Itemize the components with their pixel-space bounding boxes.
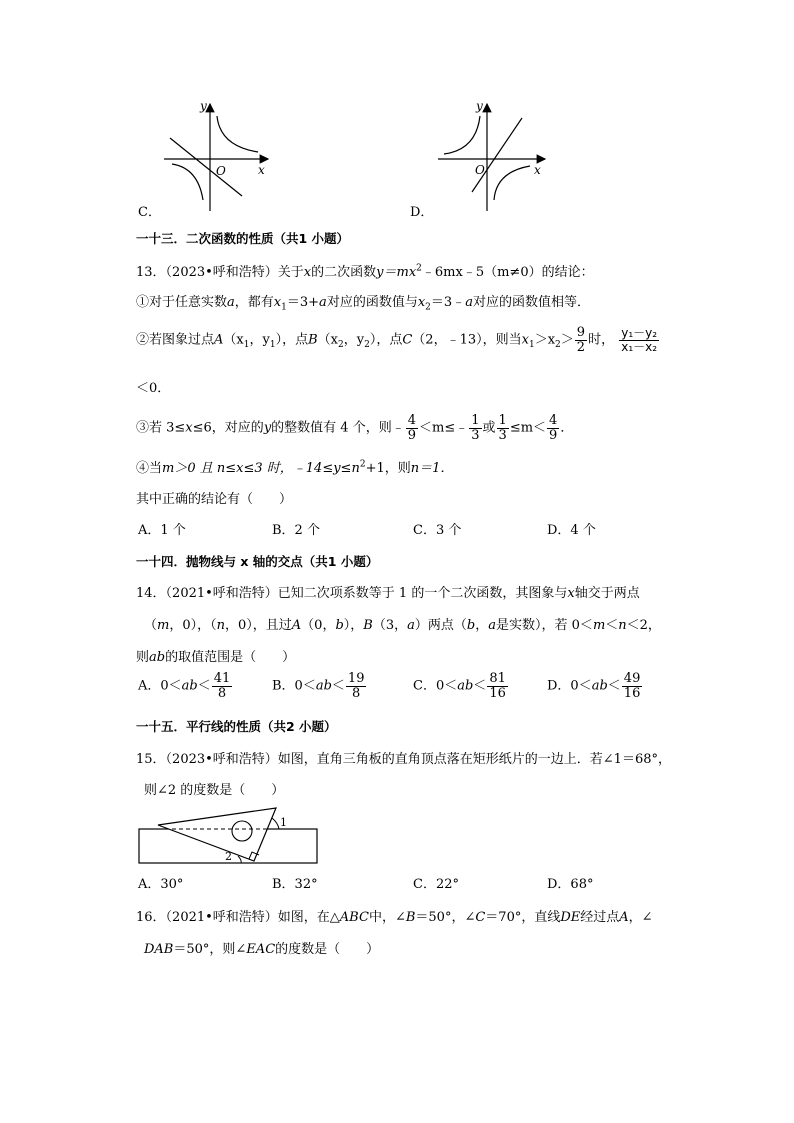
q13-statement-4: ④当m＞0 且 n≤x≤3 时，$﹣14\le y\le n^2+1$，则n＝1． [136, 459, 454, 476]
q13-statement-3: ③若 3≤x≤6，对应的y的整数值有 4 个，则﹣ $\frac{4}{9}$ ＜m≤﹣ $\frac{1}{3}$ 或 $\frac{1}{3}$ ≤m＜ $\frac{4}{9}$ ． [136, 413, 574, 443]
graph-d [430, 96, 560, 216]
q16-line-2: DAB＝50°，则∠EAC的度数是（ ） [144, 942, 380, 957]
y-label: y [200, 99, 207, 113]
fraction-1-3: $\frac{1}{3}$ [471, 413, 480, 443]
y-label: y [476, 99, 483, 113]
straight-line [472, 118, 522, 192]
section-15-heading: 一十五．平行线的性质（共2 小题） [136, 719, 337, 734]
angle-2-arc [238, 856, 241, 863]
triangle-ruler [158, 808, 276, 861]
q13-option-d[interactable]: D．4 个 [547, 523, 596, 538]
q14-option-a[interactable]: A．0＜ab＜ $\frac{41}{8}$ [138, 671, 231, 701]
graph-c-label: C． [138, 205, 161, 220]
q14-option-b[interactable]: B．0＜ab＜ $\frac{19}{8}$ [272, 671, 365, 701]
origin-label: O [475, 163, 485, 177]
q15-option-c[interactable]: C．22° [413, 877, 459, 892]
hyperbola-branch-2 [494, 166, 530, 200]
angle-2-label: 2 [225, 850, 232, 863]
x-label: x [258, 163, 265, 177]
x-label: x [534, 163, 541, 177]
graph-c [150, 96, 280, 216]
q15-figure [136, 798, 322, 868]
q14-line-2: （m，0），（n，0），且过A（0，b），B（3，a）两点（b，a是实数），若 0＜m＜n＜2， [144, 618, 661, 633]
graph-d-label: D． [410, 205, 434, 220]
origin-label: O [216, 164, 226, 178]
q15-line-2: 则∠2 的度数是（ ） [144, 783, 285, 798]
q15-option-a[interactable]: A．30° [138, 877, 184, 892]
fraction-slope: $\frac{\text{y₁－y₂}}{\text{x₁－x₂}}$ [621, 326, 658, 354]
q14-line-3: 则ab的取值范围是（ ） [136, 650, 296, 665]
angle-1-label: 1 [280, 816, 287, 829]
angle-1-arc [272, 818, 279, 829]
section-13-heading: 一十三．二次函数的性质（共1 小题） [136, 231, 350, 246]
q13-stem: 13．（2023•呼和浩特）关于x的二次函数$y=mx^2﹣6mx﹣5(m\ne 0)$的结论： [136, 263, 594, 280]
hyperbola-branch-1 [217, 116, 258, 152]
q13-option-b[interactable]: B．2 个 [272, 523, 320, 538]
q13-statement-1: ①对于任意实数a，都有$x_1=3+a$对应的函数值与$x_2=3﹣a$对应的函数值相等． [136, 295, 590, 313]
q13-statement-2-end: ＜0． [136, 381, 171, 396]
fraction-9-2: $\frac{9}{2}$ [576, 325, 586, 355]
section-14-heading: 一十四．抛物线与 x 轴的交点（共1 小题） [136, 554, 379, 569]
fraction-4-9: $\frac{4}{9}$ [549, 413, 558, 443]
q13-prompt: 其中正确的结论有（ ） [136, 492, 293, 507]
hyperbola-branch-1 [444, 116, 480, 154]
q14-option-d[interactable]: D．0＜ab＜ $\frac{49}{16}$ [547, 671, 641, 701]
q15-line-1: 15．（2023•呼和浩特）如图，直角三角板的直角顶点落在矩形纸片的一边上．若∠1＝68°， [136, 752, 671, 767]
hyperbola-branch-2 [172, 164, 203, 200]
q13-option-c[interactable]: C．3 个 [413, 523, 462, 538]
fraction-1-3: $\frac{1}{3}$ [498, 413, 507, 443]
q14-line-1: 14．（2021•呼和浩特）已知二次项系数等于 1 的一个二次函数，其图象与x轴交于两点 [136, 586, 640, 601]
q15-option-d[interactable]: D．68° [547, 877, 594, 892]
q13-statement-2: ②若图象过点$A(x_1$，$y_1$），点$B(x_2$，$y_2$），点C（2，﹣13），则当$x_1>x_2>$ $\frac{9}{2}$ 时， $\frac{\text{y₁－y₂}}{\text{x₁－x₂}}$ [136, 325, 658, 355]
fraction-4-9: $\frac{4}{9}$ [407, 413, 416, 443]
q13-option-a[interactable]: A．1 个 [138, 523, 186, 538]
q15-option-b[interactable]: B．32° [272, 877, 318, 892]
q14-option-c[interactable]: C．0＜ab＜ $\frac{81}{16}$ [413, 671, 506, 701]
q16-line-1: 16．（2021•呼和浩特）如图，在△ABC中，∠B＝50°，∠C＝70°，直线DE经过点A，∠ [136, 910, 653, 925]
